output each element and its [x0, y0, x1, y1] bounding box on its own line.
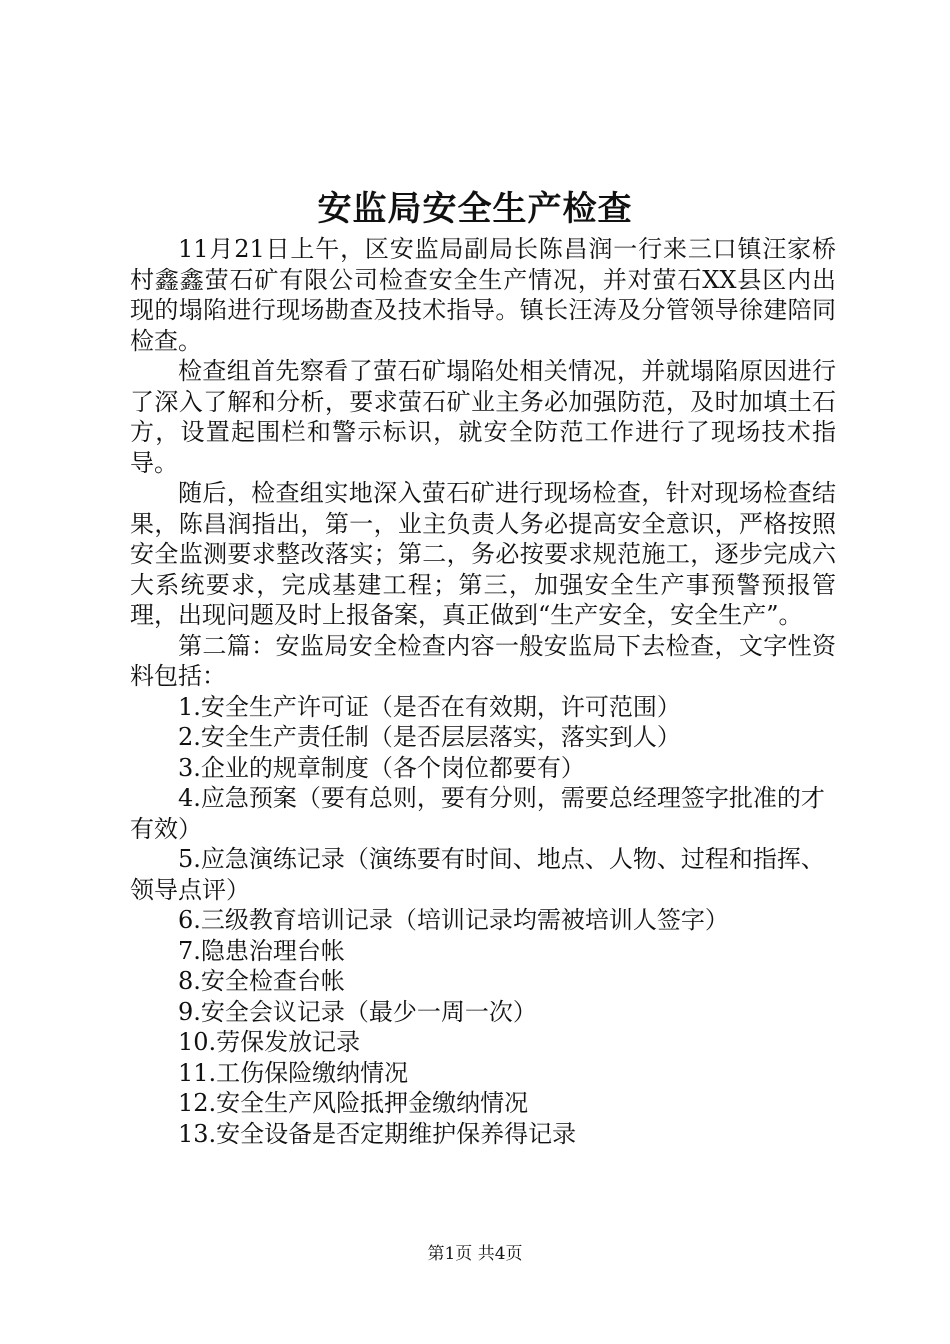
list-item-2: 2.安全生产责任制（是否层层落实，落实到人） — [178, 723, 681, 751]
paragraph-3: 随后，检查组实地深入萤石矿进行现场检查，针对现场检查结果，陈昌润指出，第一，业主负责人务必提高安全意识，严格按照安全监测要求整改落实；第二，务必按要求规范施工，逐步完成六大系统要求，完成基建工程；第三，加强安全生产事预警预报管理，出现问题及时上报备案，真正做到“生产安全，安全生产”。 — [130, 479, 836, 629]
list-item-1: 1.安全生产许可证（是否在有效期，许可范围） — [178, 692, 681, 721]
list-item-12: 12.安全生产风险抵押金缴纳情况 — [178, 1089, 529, 1117]
list-item-6: 6.三级教育培训记录（培训记录均需被培训人签字） — [178, 906, 729, 934]
list-item-9: 9.安全会议记录（最少一周一次） — [178, 997, 537, 1026]
list-item-3: 3.企业的规章制度（各个岗位都要有） — [178, 753, 585, 782]
paragraph-2: 检查组首先察看了萤石矿塌陷处相关情况，并就塌陷原因进行了深入了解和分析，要求萤石矿业主务必加强防范，及时加填土石方，设置起围栏和警示标识，就安全防范工作进行了现场技术指导。 — [130, 357, 836, 477]
document-title: 安监局安全生产检查 — [317, 189, 633, 229]
list-item-10: 10.劳保发放记录 — [178, 1028, 361, 1056]
list-item-7: 7.隐患治理台帐 — [178, 936, 345, 965]
list-item-13: 13.安全设备是否定期维护保养得记录 — [178, 1119, 577, 1148]
paragraph-1: 11月21日上午，区安监局副局长陈昌润一行来三口镇汪家桥村鑫鑫萤石矿有限公司检查安全生产情况，并对萤石XX县区内出现的塌陷进行现场勘查及技术指导。镇长汪涛及分管领导徐建陪同检查。 — [130, 235, 836, 355]
paragraph-4: 第二篇：安监局安全检查内容一般安监局下去检查，文字性资料包括： — [130, 631, 836, 690]
list-item-5: 5.应急演练记录（演练要有时间、地点、人物、过程和指挥、领导点评） — [130, 845, 825, 904]
list-item-8: 8.安全检查台帐 — [178, 967, 345, 995]
list-item-11: 11.工伤保险缴纳情况 — [178, 1058, 409, 1087]
page-footer: 第1页 共4页 — [427, 1244, 523, 1264]
document-body — [130, 234, 836, 1149]
list-item-4: 4.应急预案（要有总则，要有分则，需要总经理签字批准的才有效） — [130, 784, 825, 843]
